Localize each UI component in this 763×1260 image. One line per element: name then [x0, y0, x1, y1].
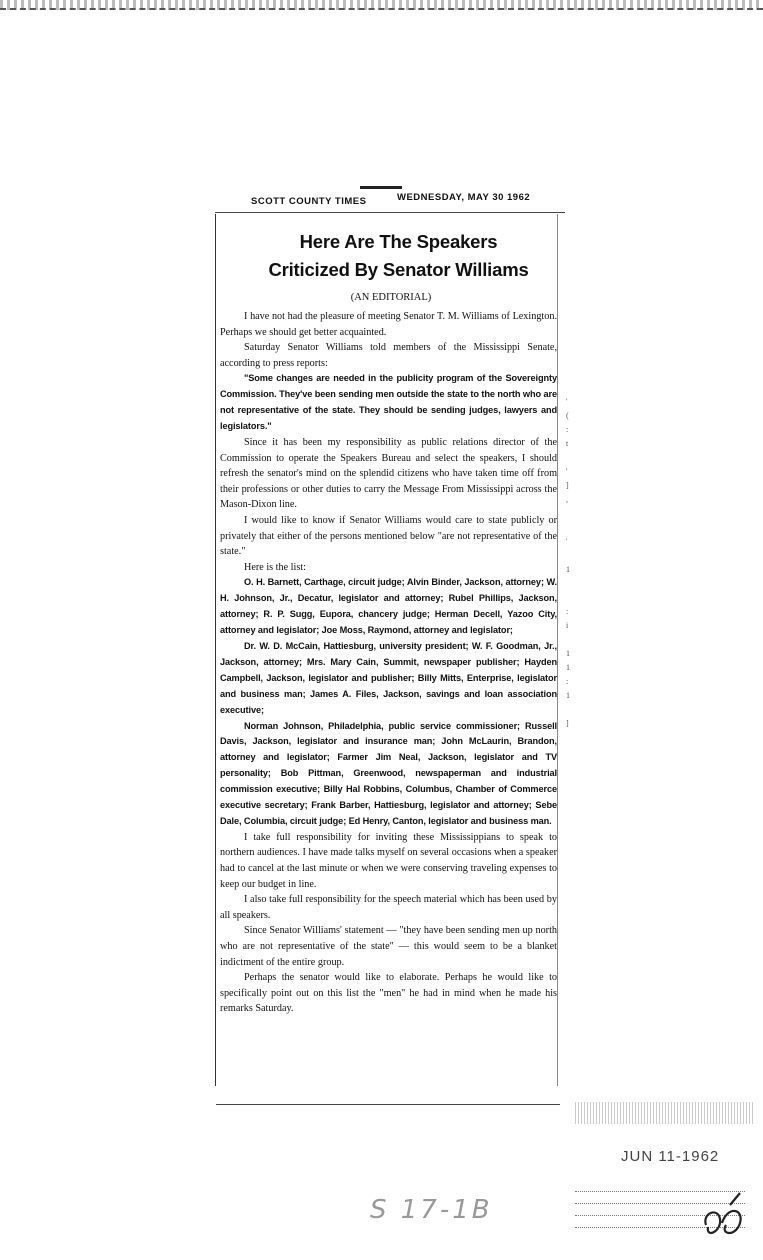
headline-line-1: Here Are The Speakers [299, 231, 498, 252]
clipping-top-rule [360, 186, 402, 189]
column-right-rule [557, 214, 558, 1086]
article-paragraph: I would like to know if Senator Williams would care to state publicly or privately that either of the persons mentioned below "are not representative of the state." [220, 514, 557, 558]
article-paragraph: Saturday Senator Williams told members of the Mississippi Senate, according to press reports: [220, 342, 557, 369]
stamp-date: JUN 11-1962 [621, 1148, 720, 1165]
page-top-edge [0, 0, 763, 10]
article-paragraph: Perhaps the senator would like to elaborate. Perhaps he would like to specifically point out on this list the "men" he had in mind when he made his remarks Saturday. [220, 972, 557, 1015]
publication-name: SCOTT COUNTY TIMES [251, 196, 367, 207]
article-paragraph: Since it has been my responsibility as public relations director of the Commission to operate the Speakers Bureau and select the speakers, I should refresh the senator's mind on the splendid citizens who have taken time off from their professions or other duties to carry the Message From Mississippi across the Mason-Dixon line. [220, 437, 557, 511]
stamp-office-header [575, 1102, 755, 1124]
headline-line-2: Criticized By Senator Williams [268, 259, 529, 280]
publication-date: WEDNESDAY, MAY 30 1962 [397, 192, 531, 203]
article-paragraph: O. H. Barnett, Carthage, circuit judge; Alvin Binder, Jackson, attorney; W. H. Johnson, Jr., Decatur, legislator and attorney; Rubel Phillips, Jackson, attorney; R. P. Sugg, Eupora, chancery judge; Herman Decell, Yazoo City, attorney and legislator; Joe Moss, Raymond, attorney and legislator; [220, 577, 557, 636]
margin-marks: ' ( : t ' ] , ' 1 : i 1 1 : 1 ] [566, 397, 570, 728]
article-paragraph: "Some changes are needed in the publicity program of the Sovereignty Commission. They've been sending men outside the state to the north who are not representative of the state. They should be sending judges, lawyers and legislators." [220, 373, 557, 432]
article-bottom-rule [216, 1104, 560, 1105]
article-paragraph: I have not had the pleasure of meeting Senator T. M. Williams of Lexington. Perhaps we should get better acquainted. [220, 311, 557, 338]
newspaper-clipping [215, 190, 565, 1090]
article-paragraph: Dr. W. D. McCain, Hattiesburg, university president; W. F. Goodman, Jr., Jackson, attorney; Mrs. Mary Cain, Summit, newspaper publisher; Hayden Campbell, Jackson, legislator and publisher; Billy Mitts, Enterprise, legislator and business man; James A. Files, Jackson, savings and loan association executive; [220, 640, 557, 715]
article-paragraph: I also take full responsibility for the speech material which has been used by all speakers. [220, 894, 557, 921]
article-column [215, 214, 560, 1086]
handwritten-initials [700, 1185, 746, 1245]
article-headline [236, 228, 561, 284]
article-body [220, 309, 557, 1017]
article-paragraph: I take full responsibility for inviting these Mississippians to speak to northern audiences. I have made talks myself on several occasions when a speaker had to cancel at the last minute or when we were conserving traveling expenses to keep our budget in line. [220, 831, 557, 890]
masthead-rule [215, 212, 565, 213]
article-paragraph: Here is the list: [244, 561, 306, 573]
handwritten-file-number: S 17-1B [370, 1195, 493, 1225]
article-paragraph: Since Senator Williams' statement — "they have been sending men up north who are not representative of the state" — this would seem to be a blanket indictment of the entire group. [220, 925, 557, 968]
article-byline: (AN EDITORIAL) [350, 292, 432, 303]
article-paragraph: Norman Johnson, Philadelphia, public service commissioner; Russell Davis, Jackson, legislator and insurance man; John McLaurin, Brandon, attorney and legislator; Farmer Jim Neal, Jackson, legislator and TV personality; Bob Pittman, Greenwood, newspaperman and industrial commission executive; Billy Hal Robbins, Columbus, Chamber of Commerce executive secretary; Frank Barber, Hattiesburg, legislator and attorney; Sebe Dale, Columbia, circuit judge; Ed Henry, Canton, legislator and business man. [220, 720, 557, 826]
